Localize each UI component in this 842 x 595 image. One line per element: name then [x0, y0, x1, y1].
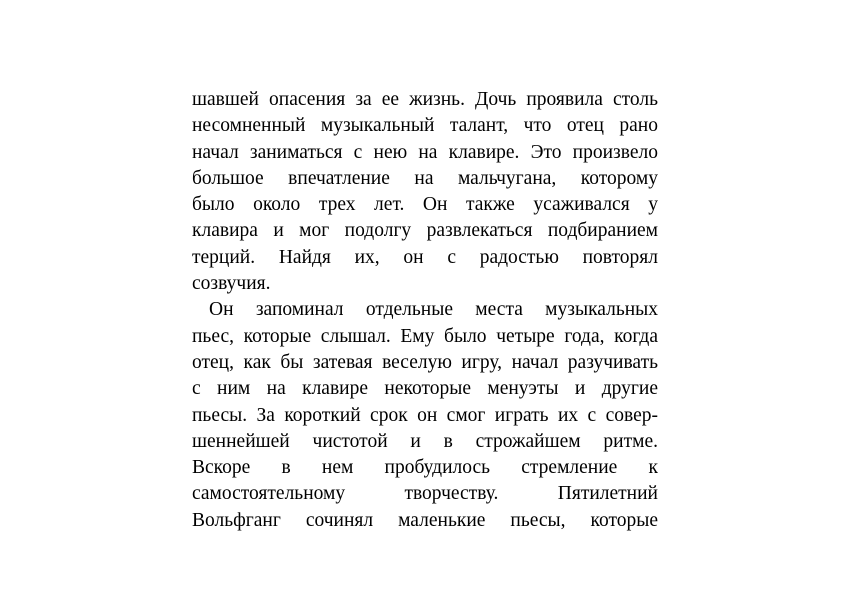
text-line: шавшей опасения за ее жизнь. Дочь проявила столь [192, 89, 658, 110]
text-line: начал заниматься с нею на клавире. Это произвело [192, 141, 658, 163]
text-line: созвучия. [192, 273, 271, 295]
body-text [192, 87, 658, 534]
text-line: пьес, которые слышал. Ему было четыре года, когда [192, 325, 658, 347]
paragraph-first-line: Он запоминал отдельные места музыкальных [209, 299, 658, 321]
text-line: клавира и мог подолгу развлекаться подбиранием [192, 220, 658, 242]
text-line: пьесы. За короткий срок он смог играть их с совер- [192, 404, 658, 426]
text-line: Вольфганг сочинял маленькие пьесы, которые [192, 509, 658, 531]
text-line: отец, как бы затевая веселую игру, начал разучивать [192, 351, 658, 373]
text-line: терций. Найдя их, он с радостью повторял [192, 246, 658, 268]
text-line: шеннейшей чистотой и в строжайшем ритме. [192, 430, 658, 452]
text-line: Вскоре в нем пробудилось стремление к [192, 457, 658, 479]
text-line: было около трех лет. Он также усаживался у [192, 194, 658, 216]
text-line: большое впечатление на мальчугана, которому [192, 167, 658, 189]
text-line: с ним на клавире некоторые менуэты и другие [192, 378, 658, 400]
text-line: самостоятельному творчеству. Пятилетний [192, 483, 658, 505]
text-line: несомненный музыкальный талант, что отец рано [192, 115, 658, 137]
